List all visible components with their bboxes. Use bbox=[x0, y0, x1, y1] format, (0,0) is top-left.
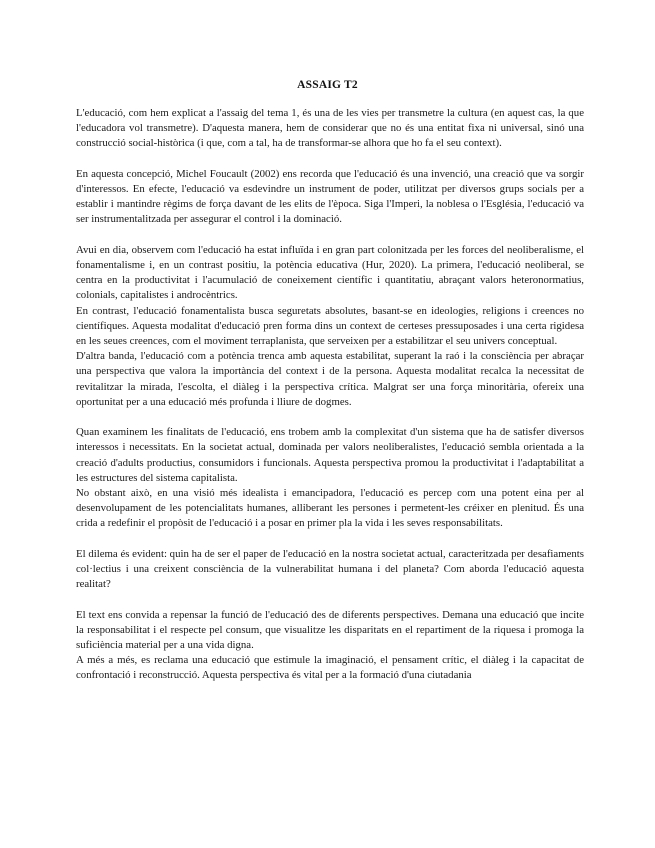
paragraph-emancipatory: No obstant això, en una visió més idealista i emancipadora, l'educació es percep com una potent eina per al desenvolupament de les potencialitats humanes, alliberant les persones i permetent-les créixer en plenitud. És una crida a redefinir el propòsit de l'educació i a posar en primer pla la vida i les seves responsabilitats. bbox=[76, 487, 584, 530]
paragraph-foucault: En aquesta concepció, Michel Foucault (2002) ens recorda que l'educació és una invenció, una creació que va sorgir d'interessos. En efecte, l'educació va esdevindre un instrument de poder, utilitzat per diversos grups socials per a establir i mantindre règims de força davant de les elits de l'època. Siga l'Imperi, la noblesa o l'Església, l'educació va ser instrumentalitzada per assegurar el control i la dominació. bbox=[76, 167, 584, 226]
paragraph-fundamentalist: En contrast, l'educació fonamentalista busca seguretats absolutes, basant-se en ideologies, religions i creences no científiques. Aquesta modalitat d'educació pren forma dins un context de certeses pressuposades i una certa rigidesa en les seues creences, com el moviment terraplanista, que serveixen per a estabilitzar el seu univers conceptual. bbox=[76, 304, 584, 348]
document-body bbox=[76, 106, 584, 684]
paragraph-imagination: A més a més, es reclama una educació que estimule la imaginació, el pensament crític, el diàleg i la capacitat de confrontació i reconstrucció. Aquesta perspectiva és vital per a la formació d'una ciutadania bbox=[76, 654, 584, 682]
paragraph-dilemma: El dilema és evident: quin ha de ser el paper de l'educació en la nostra societat actual, caracteritzada per desafiaments col·lectius i una creixent consciència de la vulnerabilitat humana i del planeta? Com aborda l'educació aquesta realitat? bbox=[76, 547, 584, 591]
document-title: ASSAIG T2 bbox=[297, 79, 358, 91]
paragraph-neoliberal: Avui en dia, observem com l'educació ha estat influïda i en gran part colonitzada per les forces del neoliberalisme, el fonamentalisme i, en un contrast positiu, la potència educativa (Hur, 2020). La primera, l'educació neoliberal, se centra en la productivitat i l'acumulació de coneixement científic i quantitatiu, abraçant valors heteronormatius, colonials, capitalistes i androcèntrics. bbox=[76, 243, 584, 302]
paragraph-purposes: Quan examinem les finalitats de l'educació, ens trobem amb la complexitat d'un sistema que ha de satisfer diversos interessos i necessitats. En la societat actual, dominada per valors neoliberalistes, l'educació sembla orientada a la creació d'adults productius, consumidors i funcionals. Aquesta perspectiva promou la productivitat i l'adaptabilitat a les estructures del sistema capitalista. bbox=[76, 426, 584, 484]
paragraph-rethink: El text ens convida a repensar la funció de l'educació des de diferents perspectives. Demana una educació que incite la responsabilitat i el respecte pel consum, que visualitze les disparitats en el repartiment de la riquesa i promoga la suficiència material per a una vida digna. bbox=[76, 608, 584, 652]
paragraph-intro: L'educació, com hem explicat a l'assaig del tema 1, és una de les vies per transmetre la cultura (en aquest cas, la que l'educadora vol transmetre). D'aquesta manera, hem de considerar que no és una entitat fixa ni universal, sinó una construcció social-històrica (i que, com a tal, ha de transformar-se alhora que ho fa el seu context). bbox=[76, 107, 584, 150]
paragraph-potency: D'altra banda, l'educació com a potència trenca amb aquesta estabilitat, superant la raó i la consciència per abraçar una perspectiva que valora la importància del context i de la persona. Aquesta modalitat recalca la necessitat de revitalitzar la mirada, l'escolta, el diàleg i la perspectiva crítica. Malgrat ser una força minoritària, ofereix una oportunitat per a una educació més profunda i lliure de dogmes. bbox=[76, 350, 584, 408]
